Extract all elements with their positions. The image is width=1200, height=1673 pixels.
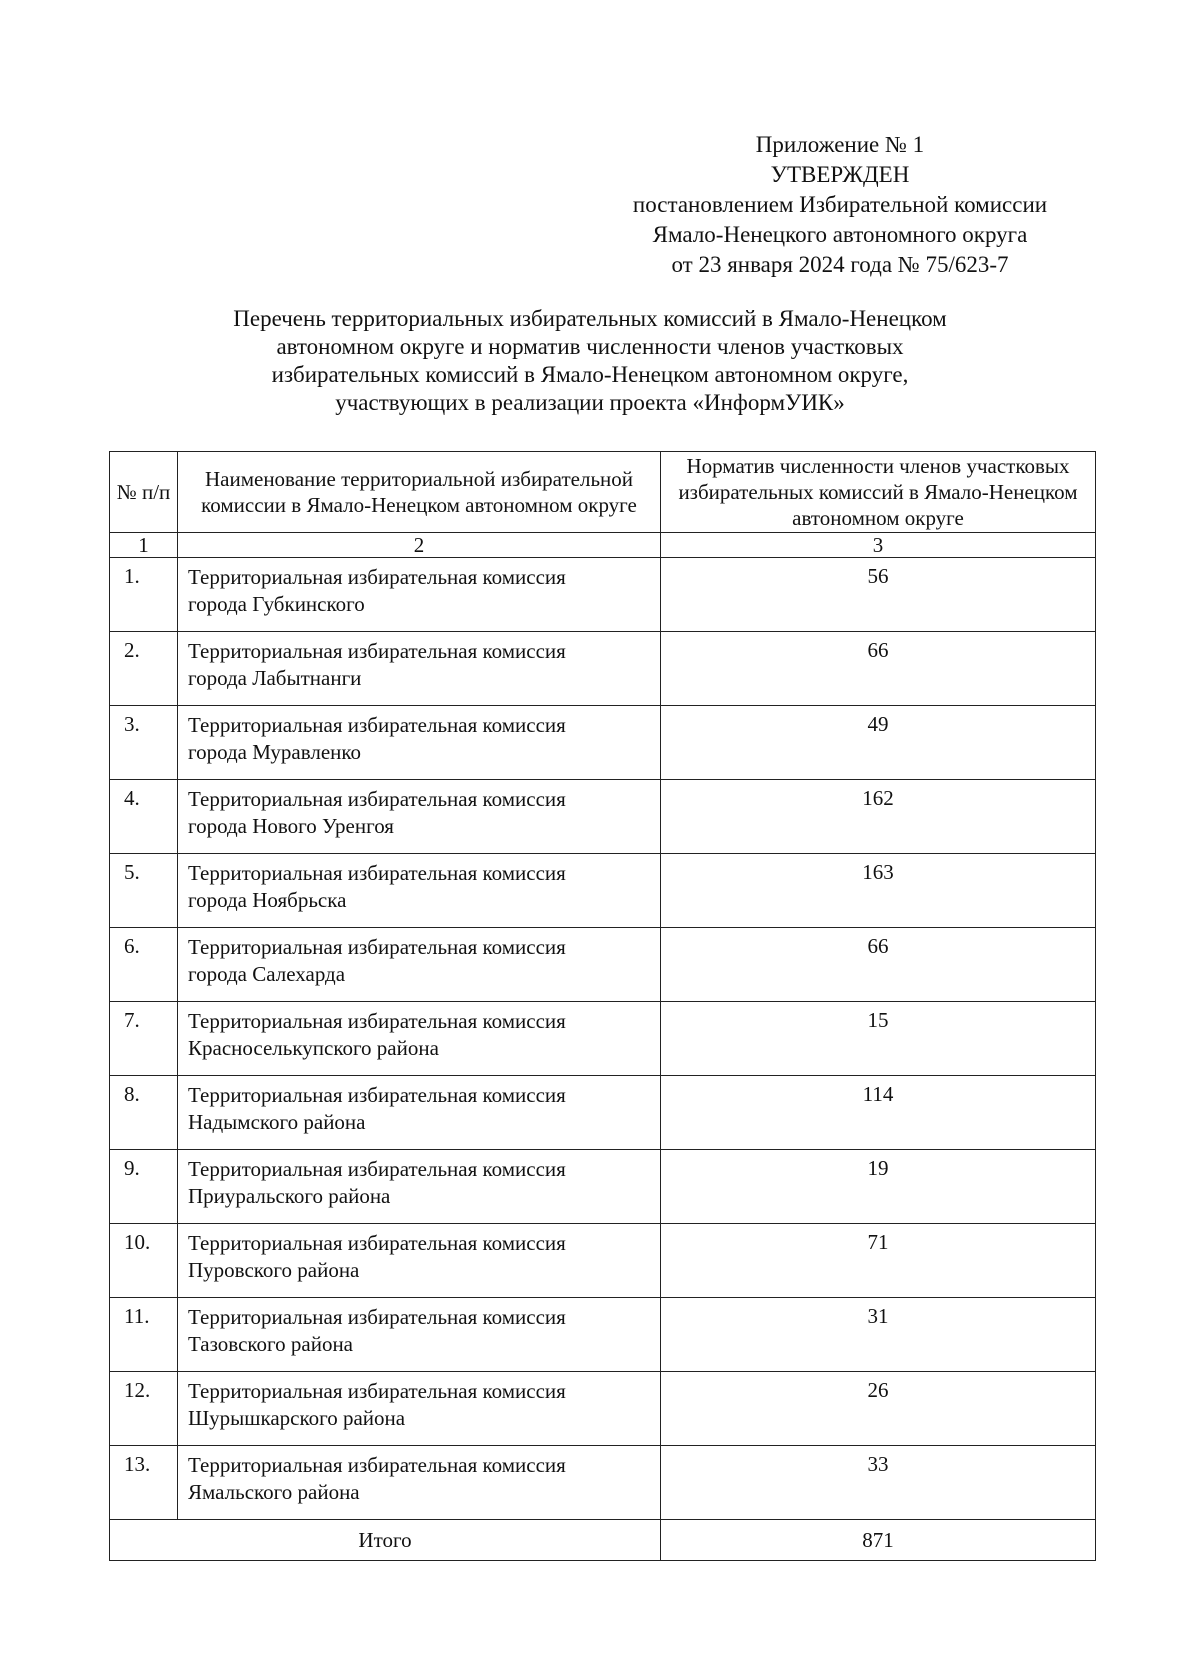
total-label: Итого <box>110 1520 661 1561</box>
total-value: 871 <box>661 1520 1096 1561</box>
commission-name <box>178 558 661 632</box>
commission-name-line: Красноселькупского района <box>188 1036 439 1060</box>
row-number: 7. <box>110 1002 178 1076</box>
commission-name-line: Пуровского района <box>188 1258 360 1282</box>
title-line-3: избирательных комиссий в Ямало-Ненецком автономном округе, <box>271 362 909 387</box>
commission-name-line: города Лабытнанги <box>188 666 362 690</box>
approved-region-line: Ямало-Ненецкого автономного округа <box>652 222 1028 247</box>
commission-name-line: Территориальная избирательная комиссия <box>188 565 566 589</box>
commission-name <box>178 1224 661 1298</box>
commission-name-line: Территориальная избирательная комиссия <box>188 1231 566 1255</box>
commission-name-line: Территориальная избирательная комиссия <box>188 1305 566 1329</box>
table-row <box>110 928 1096 1002</box>
commission-name-line: Территориальная избирательная комиссия <box>188 1083 566 1107</box>
table-row <box>110 1224 1096 1298</box>
row-number: 13. <box>110 1446 178 1520</box>
member-norm-value: 163 <box>661 854 1096 928</box>
commission-name-line: Тазовского района <box>188 1332 354 1356</box>
commission-name-line: Территориальная избирательная комиссия <box>188 1009 566 1033</box>
table-row <box>110 780 1096 854</box>
table-row <box>110 1076 1096 1150</box>
table-row <box>110 1372 1096 1446</box>
member-norm-value: 49 <box>661 706 1096 780</box>
table-row <box>110 1002 1096 1076</box>
commissions-table <box>109 451 1096 1561</box>
table-row <box>110 632 1096 706</box>
title-line-1: Перечень территориальных избирательных комиссий в Ямало-Ненецком <box>233 306 947 331</box>
table-header-row <box>110 452 1096 533</box>
row-number: 3. <box>110 706 178 780</box>
table-row <box>110 706 1096 780</box>
row-number: 4. <box>110 780 178 854</box>
commission-name-line: Надымского района <box>188 1110 366 1134</box>
commission-name <box>178 1446 661 1520</box>
member-norm-value: 15 <box>661 1002 1096 1076</box>
commission-name-line: Территориальная избирательная комиссия <box>188 787 566 811</box>
member-norm-value: 33 <box>661 1446 1096 1520</box>
commission-name-line: города Нового Уренгоя <box>188 814 394 838</box>
total-row <box>110 1520 1096 1561</box>
appendix-number: Приложение № 1 <box>755 132 925 157</box>
member-norm-value: 56 <box>661 558 1096 632</box>
row-number: 2. <box>110 632 178 706</box>
approval-block <box>560 130 1120 280</box>
commission-name <box>178 780 661 854</box>
commission-name-line: Территориальная избирательная комиссия <box>188 861 566 885</box>
member-norm-value: 19 <box>661 1150 1096 1224</box>
commission-name <box>178 928 661 1002</box>
commission-name-line: Приуральского района <box>188 1184 391 1208</box>
approved-by-line: постановлением Избирательной комиссии <box>632 192 1048 217</box>
row-number: 6. <box>110 928 178 1002</box>
row-number: 11. <box>110 1298 178 1372</box>
commission-name-line: Территориальная избирательная комиссия <box>188 1453 566 1477</box>
column-index: 2 <box>178 533 661 558</box>
commission-name-line: города Салехарда <box>188 962 346 986</box>
row-number: 12. <box>110 1372 178 1446</box>
column-index-row <box>110 533 1096 558</box>
column-index: 3 <box>661 533 1096 558</box>
table-row <box>110 1446 1096 1520</box>
member-norm-value: 114 <box>661 1076 1096 1150</box>
commission-name-line: Территориальная избирательная комиссия <box>188 935 566 959</box>
document-title <box>140 305 1040 417</box>
commission-name <box>178 854 661 928</box>
commission-name-line: города Губкинского <box>188 592 365 616</box>
commission-name <box>178 1076 661 1150</box>
commission-name-line: Территориальная избирательная комиссия <box>188 1157 566 1181</box>
title-line-2: автономном округе и норматив численности членов участковых <box>276 334 904 359</box>
row-number: 5. <box>110 854 178 928</box>
commission-name-line: города Ноябрьска <box>188 888 347 912</box>
member-norm-value: 66 <box>661 928 1096 1002</box>
commission-name <box>178 706 661 780</box>
commission-name <box>178 1150 661 1224</box>
row-number: 10. <box>110 1224 178 1298</box>
commission-name <box>178 1298 661 1372</box>
approved-label: УТВЕРЖДЕН <box>770 162 910 187</box>
commission-name-line: города Муравленко <box>188 740 362 764</box>
table-row <box>110 1150 1096 1224</box>
header-member-norm: Норматив численности членов участковых избирательных комиссий в Ямало-Ненецком автономном округе <box>661 452 1096 533</box>
member-norm-value: 162 <box>661 780 1096 854</box>
commission-name <box>178 1372 661 1446</box>
row-number: 9. <box>110 1150 178 1224</box>
header-commission-name: Наименование территориальной избирательной комиссии в Ямало-Ненецком автономном округе <box>178 452 661 533</box>
commission-name-line: Ямальского района <box>188 1480 360 1504</box>
member-norm-value: 31 <box>661 1298 1096 1372</box>
column-index: 1 <box>110 533 178 558</box>
member-norm-value: 26 <box>661 1372 1096 1446</box>
commission-name <box>178 1002 661 1076</box>
table-row <box>110 1298 1096 1372</box>
table-row <box>110 558 1096 632</box>
title-line-4: участвующих в реализации проекта «ИнформУИК» <box>335 390 845 415</box>
header-number: № п/п <box>110 452 178 533</box>
table-row <box>110 854 1096 928</box>
row-number: 8. <box>110 1076 178 1150</box>
commission-name-line: Территориальная избирательная комиссия <box>188 1379 566 1403</box>
commission-name-line: Территориальная избирательная комиссия <box>188 713 566 737</box>
commission-name-line: Шурышкарского района <box>188 1406 406 1430</box>
row-number: 1. <box>110 558 178 632</box>
commission-name <box>178 632 661 706</box>
approved-date-line: от 23 января 2024 года № 75/623-7 <box>671 252 1009 277</box>
member-norm-value: 71 <box>661 1224 1096 1298</box>
member-norm-value: 66 <box>661 632 1096 706</box>
commission-name-line: Территориальная избирательная комиссия <box>188 639 566 663</box>
